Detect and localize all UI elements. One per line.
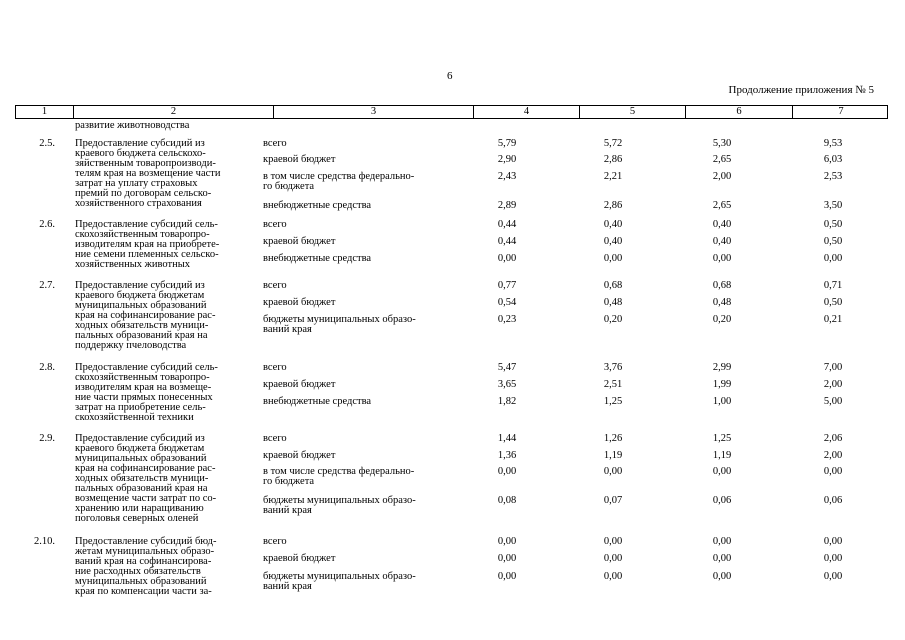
value-cell: 0,00 bbox=[823, 571, 843, 582]
table-header bbox=[15, 105, 888, 119]
value-cell: 0,00 bbox=[712, 571, 732, 582]
header-col-6: 6 bbox=[686, 106, 793, 118]
value-cell: 1,82 bbox=[497, 396, 517, 407]
value-cell: 0,00 bbox=[823, 553, 843, 564]
value-cell: 0,00 bbox=[603, 466, 623, 477]
value-cell: 0,50 bbox=[823, 219, 843, 230]
description-line: затрат на уплату страховых bbox=[75, 178, 198, 189]
value-cell: 2,43 bbox=[497, 171, 517, 182]
value-cell: 0,21 bbox=[823, 314, 843, 325]
funding-source bbox=[263, 363, 463, 373]
funding-source bbox=[263, 139, 463, 149]
funding-source bbox=[263, 537, 463, 547]
value-cell: 2,00 bbox=[712, 171, 732, 182]
funding-source-line: краевой бюджет bbox=[263, 450, 336, 461]
value-cell: 0,20 bbox=[712, 314, 732, 325]
funding-source-line: краевой бюджет bbox=[263, 236, 336, 247]
description-line: изводителям края на приобрете- bbox=[75, 239, 220, 250]
row-code: 2.6. bbox=[39, 219, 55, 230]
header-col-2: 2 bbox=[74, 106, 274, 118]
description-line: телям края на возмещение части bbox=[75, 168, 221, 179]
funding-source bbox=[263, 496, 463, 516]
value-cell: 0,40 bbox=[603, 219, 623, 230]
funding-source-line: бюджеты муниципальных образо- bbox=[263, 495, 416, 506]
value-cell: 1,19 bbox=[712, 450, 732, 461]
row-code: 2.10. bbox=[34, 536, 55, 547]
value-cell: 1,26 bbox=[603, 433, 623, 444]
value-cell: 0,00 bbox=[712, 253, 732, 264]
funding-source-line: бюджеты муниципальных образо- bbox=[263, 571, 416, 582]
header-col-7: 7 bbox=[838, 106, 844, 117]
description-line: края на софинансирование рас- bbox=[75, 463, 216, 474]
value-cell: 0,00 bbox=[603, 253, 623, 264]
funding-source-line: ваний края bbox=[263, 581, 312, 592]
value-cell: 0,00 bbox=[497, 253, 517, 264]
value-cell: 2,89 bbox=[497, 200, 517, 211]
row-description bbox=[75, 220, 257, 270]
row-code: 2.8. bbox=[39, 362, 55, 373]
value-cell: 0,23 bbox=[497, 314, 517, 325]
description-line: муниципальных образований bbox=[75, 453, 207, 464]
value-cell: 0,54 bbox=[497, 297, 517, 308]
value-cell: 2,21 bbox=[603, 171, 623, 182]
description-line: хранению или наращиванию bbox=[75, 503, 204, 514]
description-line: ходных обязательств муници- bbox=[75, 320, 209, 331]
value-cell: 0,40 bbox=[712, 236, 732, 247]
funding-source-line: всего bbox=[263, 362, 287, 373]
value-cell: 3,76 bbox=[603, 362, 623, 373]
description-line: Предоставление субсидий из bbox=[75, 280, 205, 291]
funding-source-line: бюджеты муниципальных образо- bbox=[263, 314, 416, 325]
value-cell: 0,06 bbox=[823, 495, 843, 506]
value-cell: 1,00 bbox=[712, 396, 732, 407]
value-cell: 6,03 bbox=[823, 154, 843, 165]
value-cell: 0,48 bbox=[603, 297, 623, 308]
funding-source bbox=[263, 554, 463, 564]
description-line: муниципальных образований bbox=[75, 300, 207, 311]
description-line: Предоставление субсидий из bbox=[75, 138, 205, 149]
funding-source-line: в том числе средства федерально- bbox=[263, 171, 415, 182]
funding-source-line: краевой бюджет bbox=[263, 297, 336, 308]
value-cell: 1,25 bbox=[712, 433, 732, 444]
value-cell: 0,07 bbox=[603, 495, 623, 506]
description-line: Предоставление субсидий из bbox=[75, 433, 205, 444]
description-line: краевого бюджета бюджетам bbox=[75, 290, 205, 301]
description-line: краевого бюджета сельскохо- bbox=[75, 148, 206, 159]
funding-source bbox=[263, 201, 463, 211]
funding-source bbox=[263, 434, 463, 444]
row-code: 2.7. bbox=[39, 280, 55, 291]
description-line: поддержку пчеловодства bbox=[75, 340, 187, 351]
description-line: Предоставление субсидий сель- bbox=[75, 219, 218, 230]
funding-source-line: го бюджета bbox=[263, 181, 315, 192]
value-cell: 0,00 bbox=[497, 536, 517, 547]
funding-source bbox=[263, 155, 463, 165]
value-cell: 5,79 bbox=[497, 138, 517, 149]
header-col-5: 5 bbox=[580, 106, 686, 118]
value-cell: 0,00 bbox=[823, 536, 843, 547]
value-cell: 0,44 bbox=[497, 219, 517, 230]
description-line: хозяйственных животных bbox=[75, 259, 191, 270]
value-cell: 0,00 bbox=[603, 536, 623, 547]
funding-source bbox=[263, 254, 463, 264]
funding-source bbox=[263, 467, 463, 487]
funding-source bbox=[263, 237, 463, 247]
value-cell: 0,00 bbox=[823, 253, 843, 264]
value-cell: 1,19 bbox=[603, 450, 623, 461]
funding-source bbox=[263, 220, 463, 230]
value-cell: 0,40 bbox=[603, 236, 623, 247]
description-line: зяйственным товаропроизводи- bbox=[75, 158, 216, 169]
value-cell: 1,44 bbox=[497, 433, 517, 444]
value-cell: 5,00 bbox=[823, 396, 843, 407]
value-cell: 2,99 bbox=[712, 362, 732, 373]
value-cell: 0,00 bbox=[603, 571, 623, 582]
funding-source bbox=[263, 298, 463, 308]
value-cell: 3,50 bbox=[823, 200, 843, 211]
row-description bbox=[75, 281, 257, 351]
description-line: ние семени племенных сельско- bbox=[75, 249, 219, 260]
row-description bbox=[75, 139, 257, 209]
value-cell: 0,40 bbox=[712, 219, 732, 230]
value-cell: 0,00 bbox=[603, 553, 623, 564]
funding-source-line: краевой бюджет bbox=[263, 379, 336, 390]
header-col-4: 4 bbox=[474, 106, 580, 118]
description-line: поголовья северных оленей bbox=[75, 513, 199, 524]
funding-source-line: внебюджетные средства bbox=[263, 200, 372, 211]
value-cell: 2,65 bbox=[712, 154, 732, 165]
value-cell: 9,53 bbox=[823, 138, 843, 149]
description-line: пальных образований края на bbox=[75, 483, 208, 494]
row-code: 2.5. bbox=[39, 138, 55, 149]
value-cell: 0,00 bbox=[712, 536, 732, 547]
header-col-3: 3 bbox=[274, 106, 474, 118]
value-cell: 0,00 bbox=[497, 553, 517, 564]
value-cell: 0,00 bbox=[823, 466, 843, 477]
value-cell: 0,44 bbox=[497, 236, 517, 247]
row-description bbox=[75, 434, 257, 524]
description-line: жетам муниципальных образо- bbox=[75, 546, 215, 557]
row-description bbox=[75, 363, 257, 423]
funding-source-line: ваний края bbox=[263, 324, 312, 335]
funding-source bbox=[263, 451, 463, 461]
description-line: ние части прямых понесенных bbox=[75, 392, 213, 403]
description-line: ние расходных обязательств bbox=[75, 566, 201, 577]
value-cell: 0,68 bbox=[603, 280, 623, 291]
value-cell: 5,72 bbox=[603, 138, 623, 149]
value-cell: 0,71 bbox=[823, 280, 843, 291]
value-cell: 7,00 bbox=[823, 362, 843, 373]
funding-source-line: краевой бюджет bbox=[263, 553, 336, 564]
value-cell: 5,30 bbox=[712, 138, 732, 149]
funding-source-line: внебюджетные средства bbox=[263, 253, 372, 264]
value-cell: 0,68 bbox=[712, 280, 732, 291]
funding-source-line: всего bbox=[263, 280, 287, 291]
value-cell: 0,06 bbox=[712, 495, 732, 506]
description-line: ваний края на софинансирова- bbox=[75, 556, 212, 567]
description-line: изводителям края на возмеще- bbox=[75, 382, 212, 393]
value-cell: 1,99 bbox=[712, 379, 732, 390]
value-cell: 2,51 bbox=[603, 379, 623, 390]
description-line: муниципальных образований bbox=[75, 576, 207, 587]
value-cell: 1,25 bbox=[603, 396, 623, 407]
funding-source-line: всего bbox=[263, 219, 287, 230]
funding-source bbox=[263, 572, 463, 592]
funding-source-line: всего bbox=[263, 536, 287, 547]
description-line: края на софинансирование рас- bbox=[75, 310, 216, 321]
description-line: Предоставление субсидий бюд- bbox=[75, 536, 217, 547]
value-cell: 0,20 bbox=[603, 314, 623, 325]
value-cell: 0,77 bbox=[497, 280, 517, 291]
funding-source-line: в том числе средства федерально- bbox=[263, 466, 415, 477]
description-line: премий по договорам сельско- bbox=[75, 188, 212, 199]
description-line: скохозяйственным товаропро- bbox=[75, 229, 210, 240]
value-cell: 0,00 bbox=[712, 466, 732, 477]
header-col-1: 1 bbox=[16, 106, 74, 118]
description-line: края по компенсации части за- bbox=[75, 586, 212, 597]
value-cell: 5,47 bbox=[497, 362, 517, 373]
funding-source-line: всего bbox=[263, 433, 287, 444]
funding-source bbox=[263, 315, 463, 335]
value-cell: 2,65 bbox=[712, 200, 732, 211]
value-cell: 0,08 bbox=[497, 495, 517, 506]
row-description bbox=[75, 537, 257, 597]
value-cell: 0,48 bbox=[712, 297, 732, 308]
carryover-text: развитие животноводства bbox=[75, 120, 190, 131]
funding-source bbox=[263, 380, 463, 390]
value-cell: 2,00 bbox=[823, 379, 843, 390]
value-cell: 2,90 bbox=[497, 154, 517, 165]
description-line: хозяйственного страхования bbox=[75, 198, 202, 209]
description-line: скохозяйственной техники bbox=[75, 412, 194, 423]
value-cell: 2,86 bbox=[603, 154, 623, 165]
value-cell: 2,06 bbox=[823, 433, 843, 444]
funding-source-line: ваний края bbox=[263, 505, 312, 516]
value-cell: 0,50 bbox=[823, 297, 843, 308]
funding-source-line: всего bbox=[263, 138, 287, 149]
funding-source bbox=[263, 172, 463, 192]
value-cell: 2,53 bbox=[823, 171, 843, 182]
value-cell: 0,00 bbox=[712, 553, 732, 564]
value-cell: 0,00 bbox=[497, 466, 517, 477]
funding-source-line: го бюджета bbox=[263, 476, 315, 487]
description-line: Предоставление субсидий сель- bbox=[75, 362, 218, 373]
funding-source bbox=[263, 397, 463, 407]
description-line: краевого бюджета бюджетам bbox=[75, 443, 205, 454]
description-line: возмещение части затрат по со- bbox=[75, 493, 217, 504]
row-code: 2.9. bbox=[39, 433, 55, 444]
description-line: скохозяйственным товаропро- bbox=[75, 372, 210, 383]
value-cell: 0,00 bbox=[497, 571, 517, 582]
value-cell: 1,36 bbox=[497, 450, 517, 461]
description-line: затрат на приобретение сель- bbox=[75, 402, 206, 413]
funding-source bbox=[263, 281, 463, 291]
value-cell: 0,50 bbox=[823, 236, 843, 247]
funding-source-line: внебюджетные средства bbox=[263, 396, 372, 407]
funding-source-line: краевой бюджет bbox=[263, 154, 336, 165]
value-cell: 2,86 bbox=[603, 200, 623, 211]
description-line: ходных обязательств муници- bbox=[75, 473, 209, 484]
description-line: пальных образований края на bbox=[75, 330, 208, 341]
value-cell: 3,65 bbox=[497, 379, 517, 390]
page-number: 6 bbox=[447, 70, 453, 82]
continuation-label: Продолжение приложения № 5 bbox=[728, 84, 874, 96]
value-cell: 2,00 bbox=[823, 450, 843, 461]
